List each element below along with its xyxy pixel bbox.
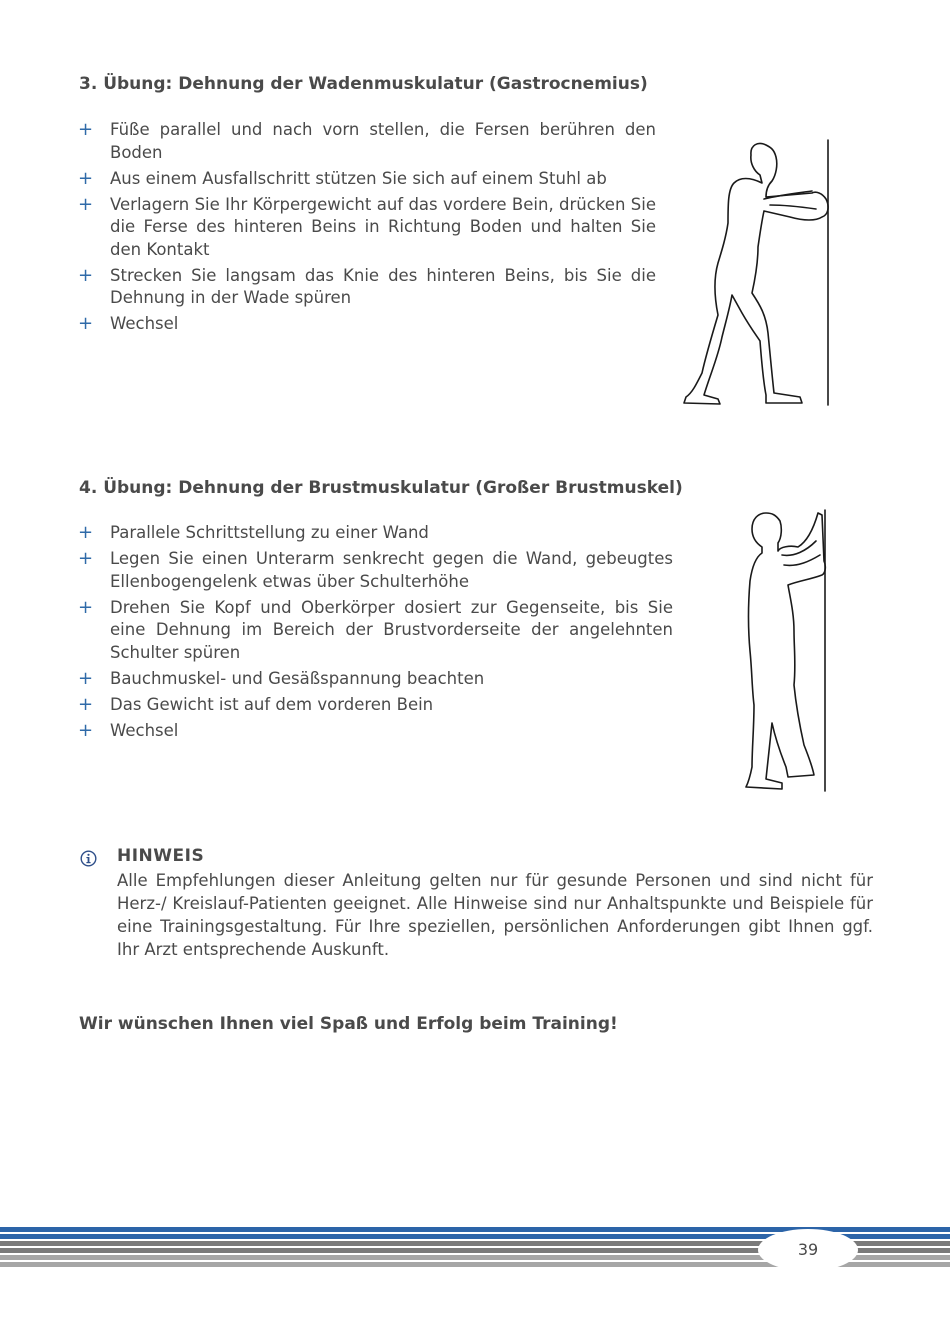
plus-bullet-icon: +	[78, 193, 94, 215]
plus-bullet-icon: +	[78, 313, 94, 334]
list-item: + Wechsel	[78, 719, 179, 741]
list-item: + Legen Sie einen Unterarm senkrecht gegen die Wand, gebeugtes Ellenbogengelenk etwas über Schulterhöhe	[78, 548, 673, 591]
exercise4-heading: 4. Übung: Dehnung der Brustmuskulatur (Großer Brustmuskel)	[79, 478, 683, 498]
plus-bullet-icon: +	[78, 119, 94, 140]
list-item: + Das Gewicht ist auf dem vorderen Bein	[78, 693, 434, 715]
list-item: + Füße parallel und nach vorn stellen, die Fersen berühren den Boden	[78, 119, 656, 162]
list-item: + Bauchmuskel- und Gesäßspannung beachten	[78, 667, 485, 689]
plus-bullet-icon: +	[78, 548, 94, 569]
plus-bullet-icon: +	[78, 522, 94, 543]
note-title: HINWEIS	[117, 846, 205, 866]
exercise3-list	[78, 119, 656, 339]
chest-stretch-figure	[738, 505, 833, 795]
exercise4-list	[78, 522, 673, 746]
exercise3-heading: 3. Übung: Dehnung der Wadenmuskulatur (Gastrocnemius)	[79, 74, 648, 94]
plus-bullet-icon: +	[78, 596, 94, 618]
list-item: + Aus einem Ausfallschritt stützen Sie sich auf einem Stuhl ab	[78, 167, 607, 189]
plus-bullet-icon: +	[78, 693, 94, 715]
closing-text: Wir wünschen Ihnen viel Spaß und Erfolg beim Training!	[79, 1014, 618, 1034]
plus-bullet-icon: +	[78, 719, 94, 741]
info-icon	[80, 850, 97, 867]
list-item: + Strecken Sie langsam das Knie des hinteren Beins, bis Sie die Dehnung in der Wade spüren	[78, 264, 656, 307]
list-item: + Parallele Schrittstellung zu einer Wand	[78, 522, 429, 543]
list-item: + Verlagern Sie Ihr Körpergewicht auf das vordere Bein, drücken Sie die Ferse des hinteren Beins in Richtung Boden und halten Sie den Kontakt	[78, 193, 656, 259]
list-item: + Drehen Sie Kopf und Oberkörper dosiert zur Gegenseite, bis Sie eine Dehnung im Bereich der Brustvorderseite der angelehnten Schulter spüren	[78, 596, 673, 662]
page-number: 39	[758, 1229, 858, 1271]
plus-bullet-icon: +	[78, 264, 94, 286]
list-item: + Wechsel	[78, 313, 179, 334]
plus-bullet-icon: +	[78, 167, 94, 189]
plus-bullet-icon: +	[78, 667, 94, 689]
note-text: Alle Empfehlungen dieser Anleitung gelten nur für gesunde Personen und sind nicht für Herz-/ Kreislauf-Patienten geeignet. Alle Hinweise sind nur Anhaltspunkte und Beispiele für eine Trainingsgestaltung. Für Ihre speziellen, persönlichen Anforderungen gibt Ihnen ggf. Ihr Arzt entsprechende Auskunft.	[117, 871, 873, 959]
calf-stretch-figure	[670, 135, 845, 410]
